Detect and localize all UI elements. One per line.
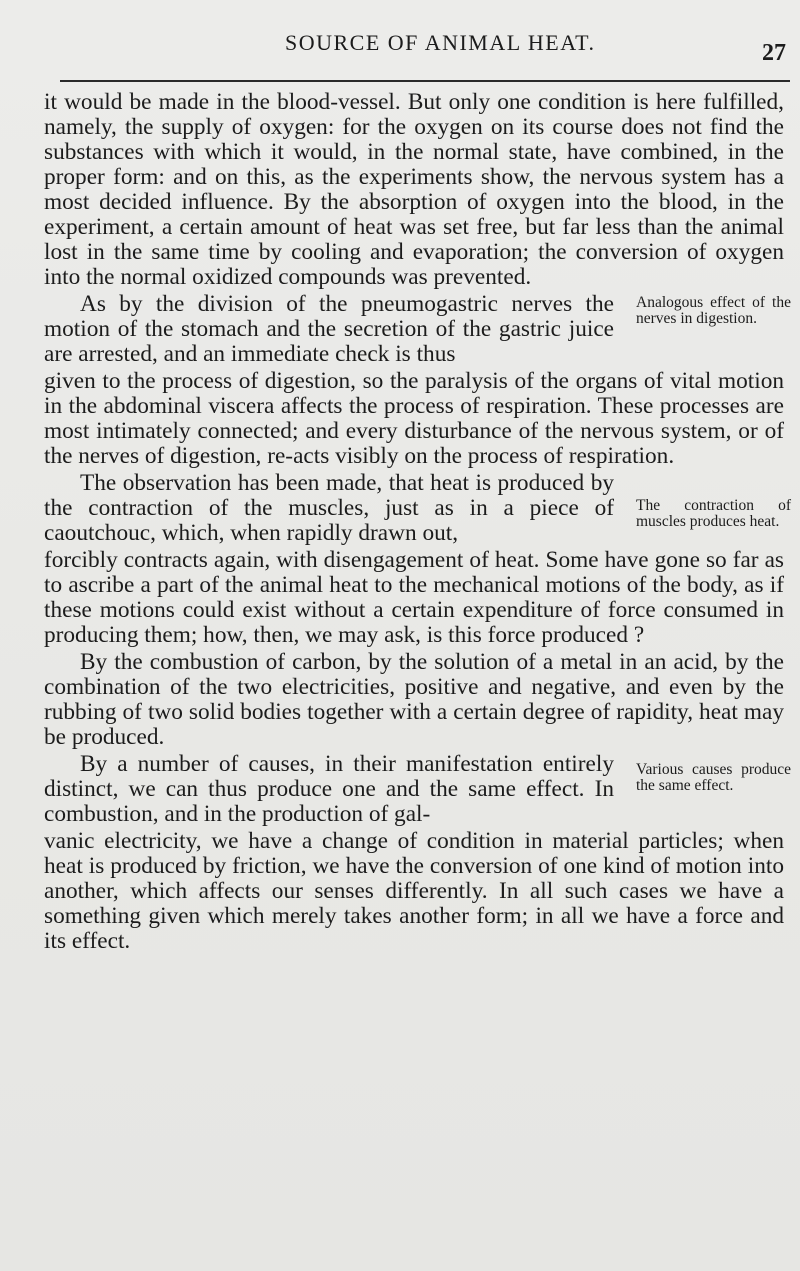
paragraph-lead: By a number of causes, in their manifestation entirely distinct, we can thus produce one and the same effect. In combustion, and in the production of gal- <box>44 751 614 827</box>
paragraph-lead: The observation has been made, that heat is produced by the contraction of the muscles, just as in a piece of caoutchouc, which, when rapidly drawn out, <box>44 470 614 546</box>
paragraph-lead: As by the division of the pneumogastric nerves the motion of the stomach and the secretion of the gastric juice are arrested, and an immediate check is thus <box>44 291 614 367</box>
paragraph-continuation: vanic electricity, we have a change of condition in material particles; when heat is produced by friction, we have the conversion of one kind of motion into another, which affects our senses differently. In all such cases we have a something given which merely takes another form; in all we have a force and its effect. <box>44 828 784 954</box>
header-rule <box>60 80 790 82</box>
body-text <box>44 89 791 956</box>
paragraph-with-margin-note <box>44 470 791 548</box>
margin-note: Various causes produce the same effect. <box>636 761 791 794</box>
page-header <box>0 28 800 68</box>
margin-note: The contraction of muscles produces heat. <box>636 497 791 530</box>
paragraph-continuation: given to the process of digestion, so the paralysis of the organs of vital motion in the abdominal viscera affects the process of respiration. These processes are most intimately connected; and every disturbance of the nervous system, or of the nerves of digestion, re-acts visibly on the process of respiration. <box>44 368 784 469</box>
paragraph-with-margin-note <box>44 291 791 369</box>
running-head: SOURCE OF ANIMAL HEAT. <box>285 30 596 55</box>
page-number: 27 <box>762 40 786 66</box>
margin-note: Analogous effect of the nerves in digestion. <box>636 294 791 327</box>
paragraph: By the combustion of carbon, by the solution of a metal in an acid, by the combination of the two electricities, positive and negative, and even by the rubbing of two solid bodies together with a certain degree of rapidity, heat may be produced. <box>44 649 784 750</box>
paragraph-continuation: forcibly contracts again, with disengagement of heat. Some have gone so far as to ascribe a part of the animal heat to the mechanical motions of the body, as if these motions could exist without a certain expenditure of force consumed in producing them; how, then, we may ask, is this force produced ? <box>44 547 784 648</box>
paragraph: it would be made in the blood-vessel. But only one condition is here fulfilled, namely, the supply of oxygen: for the oxygen on its course does not find the substances with which it would, in the normal state, have combined, in the proper form: and on this, as the experiments show, the nervous system has a most decided influence. By the absorption of oxygen into the blood, in the experiment, a certain amount of heat was set free, but far less than the animal lost in the same time by cooling and evaporation; the conversion of oxygen into the normal oxidized compounds was prevented. <box>44 89 784 290</box>
paragraph-with-margin-note <box>44 751 791 829</box>
